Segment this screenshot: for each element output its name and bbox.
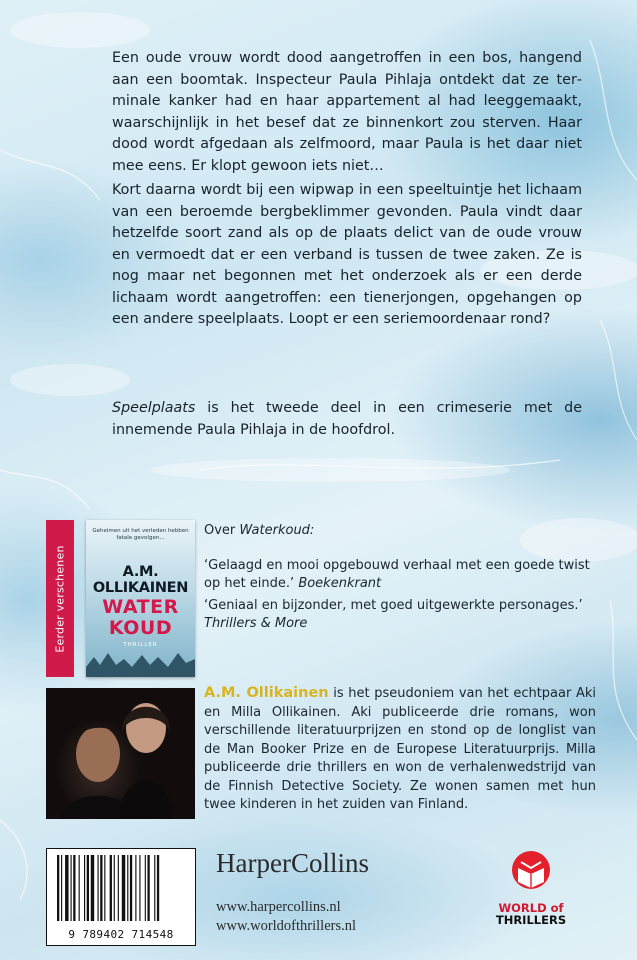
- book-emblem-icon: [509, 848, 553, 898]
- cover-genre: THRILLER: [123, 642, 158, 648]
- earlier-published-banner: [46, 520, 74, 677]
- review-source-1: Boekenkrant: [298, 576, 382, 591]
- publisher-url[interactable]: www.harpercollins.nl: [216, 899, 341, 915]
- review-quote-2: ‘Geniaal en bijzonder, met goed uitgewerkte personages.’ Thrillers & More: [204, 598, 583, 631]
- world-of-thrillers-logo: [486, 848, 576, 948]
- cover-author: A.M. OLLIKAINEN: [92, 564, 189, 596]
- logo-line-1: WORLD of: [498, 901, 564, 915]
- author-bio-text: is het pseudoniem van het echtpaar Aki en Milla Ollikainen. Aki publiceerde drie romans, won verschillende literatuurprijzen en stond op de longlist van de Man Booker Prize en de Europese Literatuurprijs. Milla publiceerde drie thrillers en won de verhalenwedstrijd van de Finnish Detective Society. Ze wonen samen met hun twee kinderen in het zuiden van Finland.: [204, 686, 596, 812]
- cover-title-line-2: KOUD: [108, 617, 173, 639]
- cover-forest-illustration: [86, 647, 195, 677]
- review-quote-1: ‘Gelaagd en mooi opgebouwd verhaal met een goede twist op het einde.’ Boekenkrant: [204, 558, 590, 591]
- waterkoud-cover: [86, 520, 195, 677]
- author-bio: [204, 684, 596, 815]
- barcode-bars: [55, 855, 187, 921]
- author-photo: [46, 688, 195, 819]
- review-source-2: Thrillers & More: [204, 616, 308, 631]
- earlier-published-label: Eerder verschenen: [53, 544, 67, 653]
- author-name: A.M. Ollikainen: [204, 685, 329, 701]
- isbn-number: 9 789402 714548: [68, 928, 174, 941]
- blurb-paragraph-2: Kort daarna wordt bij een wipwap in een speeltuintje het lichaam van een beroemde bergbeklimmer gevonden. Paula vindt daar hetzelfde soort zand als op de plaats delict van de oude vrouw en vermoedt dat er een verband is tussen de twee zaken. Ze is nog maar net begonnen met het onderzoek als er een derde lichaam wordt aangetroffen: een tienerjongen, opgehangen op een andere speelplaats. Loopt er een seriemoordenaar rond?: [112, 182, 582, 327]
- about-waterkoud-heading: Over Waterkoud:: [204, 523, 315, 538]
- logo-line-2: THRILLERS: [495, 913, 567, 927]
- blurb-paragraph-3-text: is het tweede deel in een crimeserie met de innemende Paula Pihlaja in de hoofdrol.: [112, 400, 582, 438]
- book-title: Speelplaats: [112, 400, 196, 416]
- publisher-name: HarperCollins: [216, 848, 369, 878]
- thrillers-url[interactable]: www.worldofthrillers.nl: [216, 918, 357, 934]
- cover-title-line-1: WATER: [102, 596, 179, 618]
- blurb-paragraph-1: Een oude vrouw wordt dood aangetroffen in een bos, hangend aan een boomtak. Inspecteur Paula Pihlaja ontdekt dat ze terminale kanker had en haar appartement al had leeggemaakt, waarschijnlijk in het besef dat ze binnenkort zou sterven. Haar dood wordt afgedaan als zelfmoord, maar Paula is het daar niet mee eens. Er klopt gewoon iets niet…: [112, 50, 582, 174]
- isbn-barcode: [46, 848, 196, 946]
- blurb-paragraph-3: [112, 398, 582, 441]
- cover-tagline: Geheimen uit het verleden hebben fatale gevolgen...: [92, 528, 189, 541]
